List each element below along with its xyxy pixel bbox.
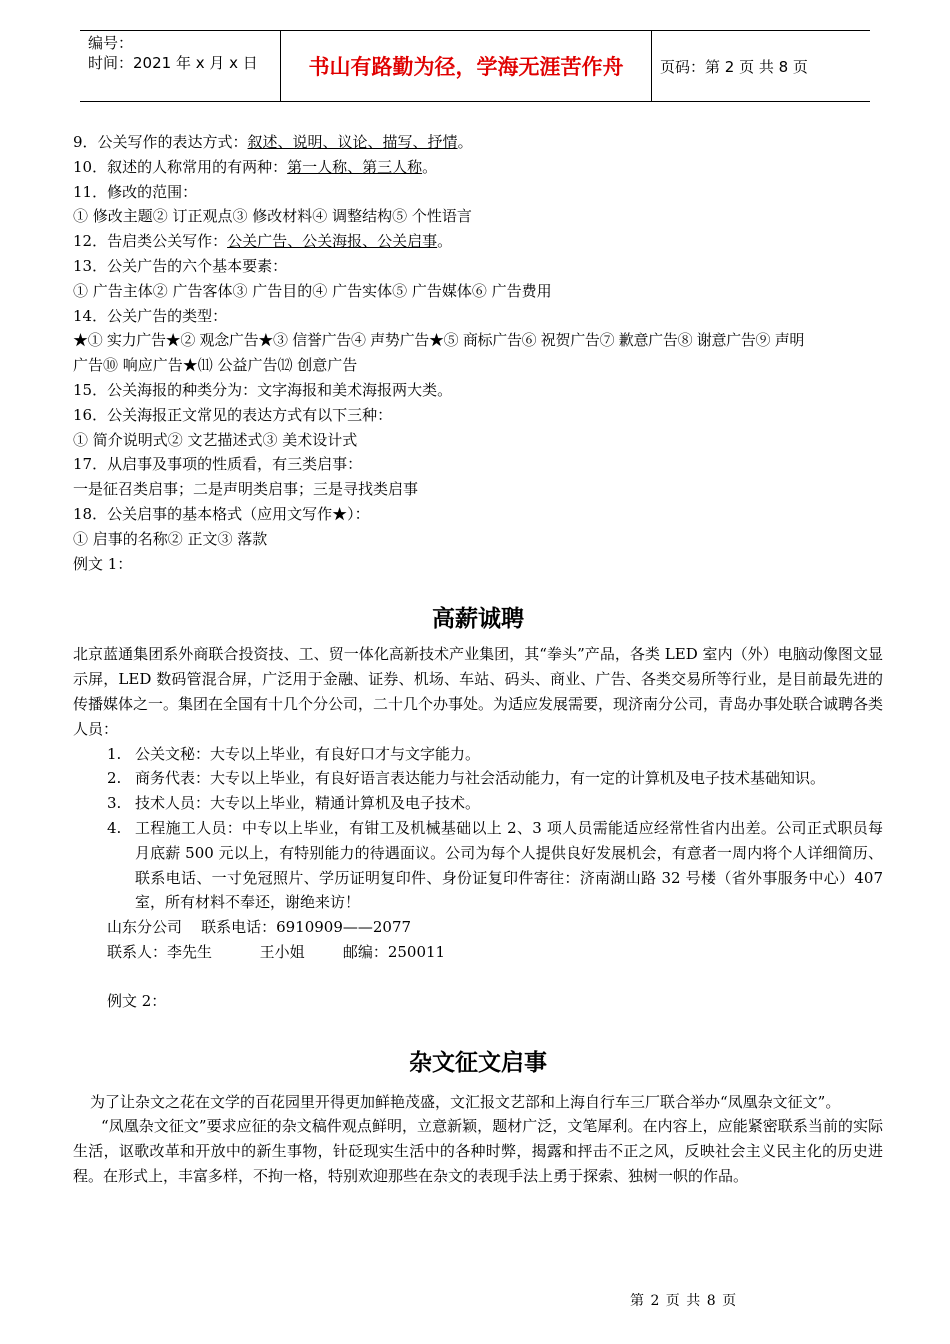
item-18-detail: ① 启事的名称② 正文③ 落款 xyxy=(73,529,268,548)
example-2-paragraph-2: “凤凰杂文征文”要求应征的杂文稿件观点鲜明，立意新颖，题材广泛，文笔犀利。在内容上，应能紧密联系当前的实际生活，讴歌改革和开放中的新生事物，针砭现实生活中的各种时弊，揭露和抨击不正之风，反映社会主义民主化的历史进程。在形式上，丰富多样，不拘一格，特别欢迎那些在杂文的表现手法上勇于探索、独树一帜的作品。 xyxy=(73,1117,883,1185)
item-10-answer: 第一人称、第三人称 xyxy=(287,157,423,176)
item-13: 13．公关广告的六个基本要素： xyxy=(73,256,288,275)
item-14: 14．公关广告的类型： xyxy=(73,306,228,325)
list-item-text: 技术人员：大专以上毕业，精通计算机及电子技术。 xyxy=(135,794,481,813)
contact-line-2: 联系人：李先生 王小姐 邮编：250011 xyxy=(107,942,446,961)
list-item-number: 3. xyxy=(107,794,122,813)
list-item-text: 公关文秘：大专以上毕业，有良好口才与文字能力。 xyxy=(135,744,481,763)
example-2-label: 例文 2： xyxy=(107,991,167,1010)
list-item-text: 商务代表：大专以上毕业，有良好语言表达能力与社会活动能力，有一定的计算机及电子技术基础知识。 xyxy=(135,769,826,788)
example-1-label: 例文 1： xyxy=(73,554,133,573)
example-1-intro: 北京蓝通集团系外商联合投资技、工、贸一体化高新技术产业集团，其“拳头”产品，各类 LED 室内（外）电脑动像图文显示屏，LED 数码管混合屏，广泛用于金融、证券、机场、车站、码头、商业、广告、各类交易所等行业，是目前最先进的传播媒体之一。集团在全国有十几个分公司，二十几个办事处。为适应发展需要，现济南分公司，青岛办事处联合诚聘各类人员： xyxy=(73,645,884,738)
contact-line-1: 山东分公司 联系电话：6910909——2077 xyxy=(107,918,412,937)
example-2-title: 杂文征文启事 xyxy=(409,1049,547,1076)
list-item-number: 4. xyxy=(107,818,122,837)
item-11: 11．修改的范围： xyxy=(73,182,198,201)
item-11-detail: ① 修改主题② 订正观点③ 修改材料④ 调整结构⑤ 个性语言 xyxy=(73,207,472,226)
serial-label: 编号： xyxy=(88,34,134,52)
header-meta xyxy=(80,31,280,101)
list-item xyxy=(73,791,883,816)
item-18: 18．公关启事的基本格式（应用文写作★）： xyxy=(73,504,370,523)
item-16: 16．公关海报正文常见的表达方式有以下三种： xyxy=(73,405,393,424)
item-12-answer: 公关广告、公关海报、公关启事 xyxy=(227,232,438,251)
list-item-number: 1. xyxy=(107,744,122,763)
list-item-text: 工程施工人员：中专以上毕业，有钳工及机械基础以上 2、3 项人员需能适应经常性省内出差。公司正式职员每月底薪 500 元以上，有特别能力的待遇面议。公司为每个人提供良好发展机会，有意者一周内将个人详细简历、联系电话、一寸免冠照片、学历证明复印件、身份证复印件寄往：济南湖山路 32 号楼（省外事服务中心）407 室，所有材料不奉还，谢绝来访！ xyxy=(135,818,883,912)
document-body xyxy=(73,130,883,1189)
list-item xyxy=(73,766,883,791)
item-9-answer: 叙述、说明、议论、描写、抒情 xyxy=(247,133,458,151)
item-13-detail: ① 广告主体② 广告客体③ 广告目的④ 广告实体⑤ 广告媒体⑥ 广告费用 xyxy=(73,281,552,300)
time-label: 时间：2021 年 x 月 x 日 xyxy=(88,54,258,72)
item-14-detail-2: 广告⑩ 响应广告★⑾ 公益广告⑿ 创意广告 xyxy=(73,356,358,375)
header-page-info: 页码：第 2 页 共 8 页 xyxy=(660,57,808,76)
example-1-title: 高薪诚聘 xyxy=(432,606,524,633)
page-footer: 第 2 页 共 8 页 xyxy=(630,1293,738,1309)
list-item-number: 2. xyxy=(107,769,122,788)
example-1-list xyxy=(73,742,883,916)
item-15: 15．公关海报的种类分为：文字海报和美术海报两大类。 xyxy=(73,380,453,399)
item-16-detail: ① 简介说明式② 文艺描述式③ 美术设计式 xyxy=(73,430,358,449)
item-17-detail: 一是征召类启事；二是声明类启事；三是寻找类启事 xyxy=(73,480,419,499)
list-item xyxy=(73,742,883,767)
example-2-paragraph-1: 为了让杂文之花在文学的百花园里开得更加鲜艳茂盛，文汇报文艺部和上海自行车三厂联合举办“凤凰杂文征文”。 xyxy=(90,1092,841,1111)
header-motto: 书山有路勤为径，学海无涯苦作舟 xyxy=(280,31,652,101)
item-17: 17．从启事及事项的性质看，有三类启事： xyxy=(73,455,363,474)
item-10: 10．叙述的人称常用的有两种：第一人称、第三人称。 xyxy=(73,157,438,176)
item-9: 9．公关写作的表达方式：叙述、说明、议论、描写、抒情。 xyxy=(73,133,473,151)
item-12: 12．告启类公关写作：公关广告、公关海报、公关启事。 xyxy=(73,232,453,251)
item-14-detail-1: ★① 实力广告★② 观念广告★③ 信誉广告④ 声势广告★⑤ 商标广告⑥ 祝贺广告⑦ 歉意广告⑧ 谢意广告⑨ 声明 xyxy=(73,331,805,350)
list-item xyxy=(73,816,883,915)
page-header xyxy=(80,30,870,102)
